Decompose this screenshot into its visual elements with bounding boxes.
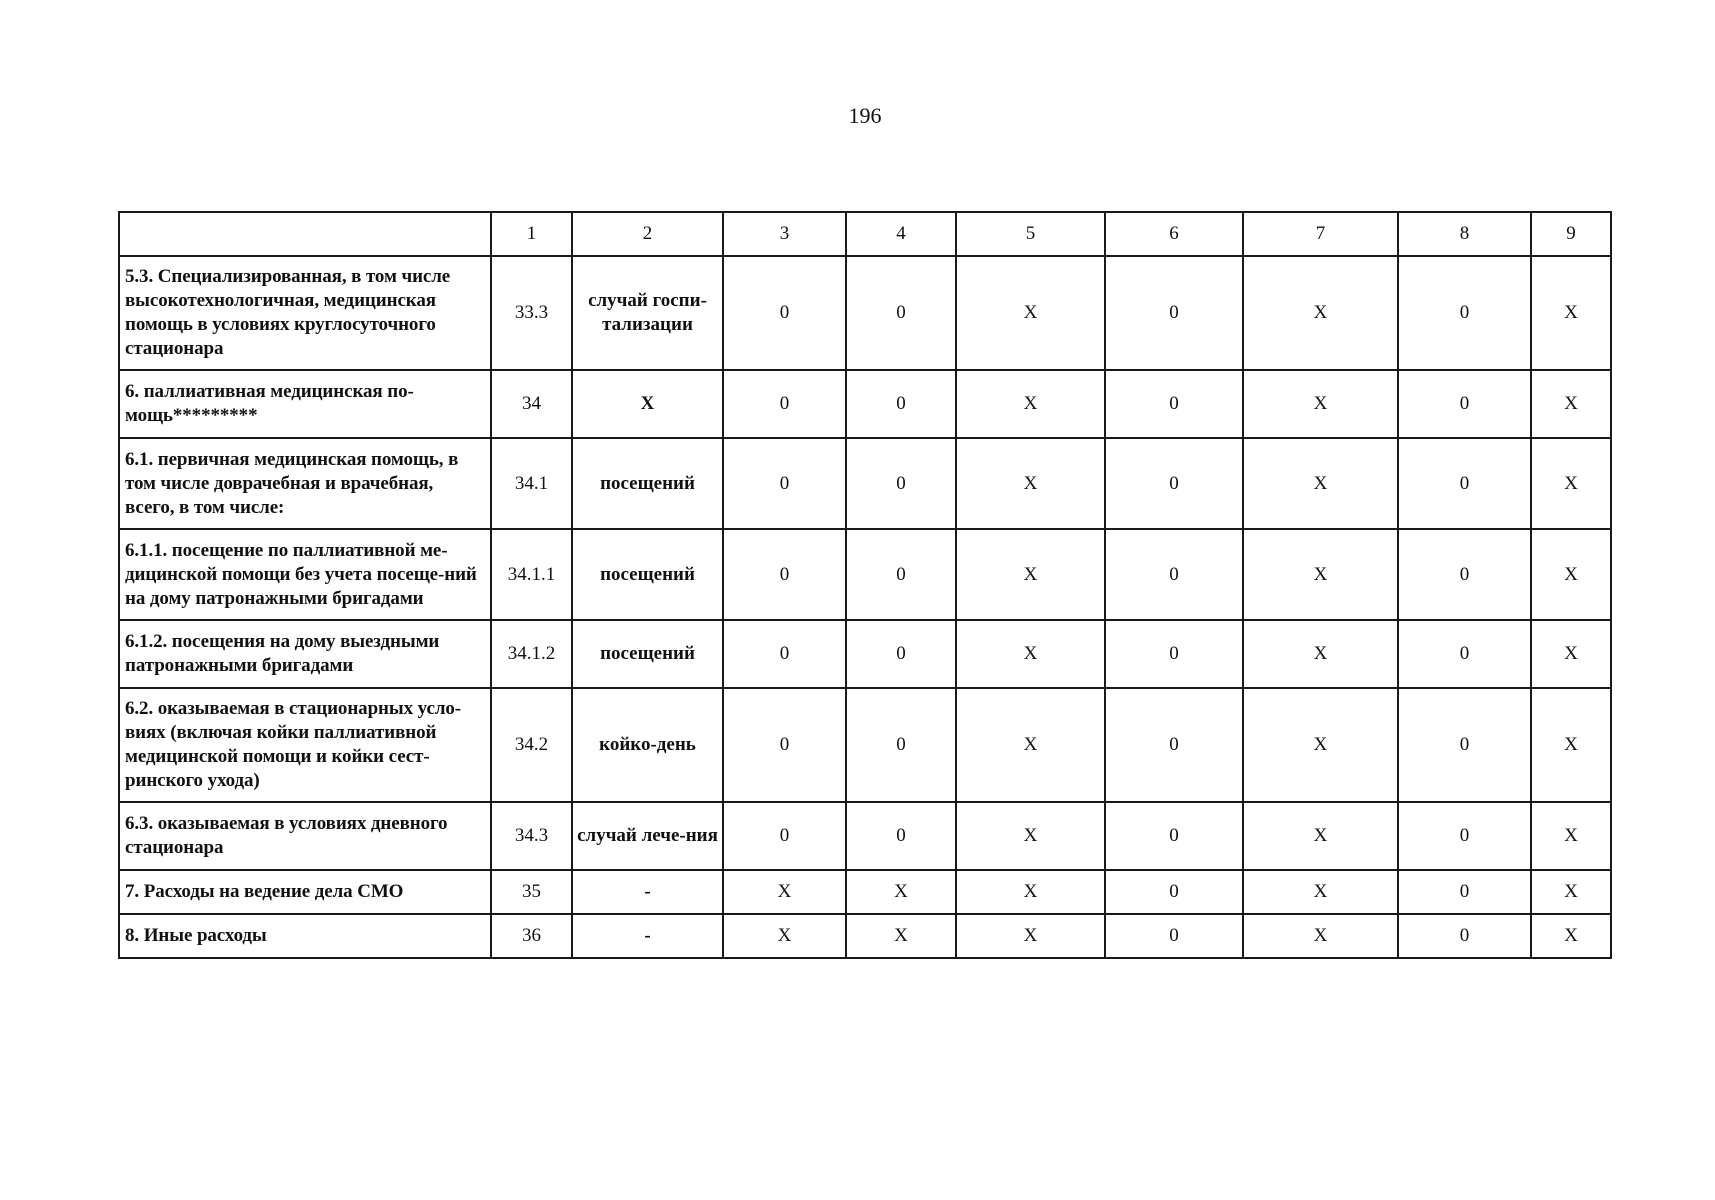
row-name-cell: 7. Расходы на ведение дела СМО (119, 870, 491, 914)
row-value-cell: 0 (723, 370, 846, 438)
row-value-cell: 0 (1398, 438, 1531, 529)
row-value-cell: X (956, 529, 1105, 620)
row-value-cell: X (1531, 256, 1611, 370)
row-unit-cell: посещений (572, 438, 723, 529)
row-value-cell: X (1531, 438, 1611, 529)
row-value-cell: 0 (846, 620, 956, 688)
row-value-cell: 0 (846, 256, 956, 370)
row-value-cell: 0 (1105, 914, 1243, 958)
row-code-cell: 34.1.2 (491, 620, 572, 688)
row-value-cell: X (1243, 870, 1398, 914)
row-value-cell: X (723, 870, 846, 914)
row-value-cell: 0 (1398, 370, 1531, 438)
table-row (119, 870, 1611, 914)
row-unit-cell: - (572, 914, 723, 958)
page-number: 196 (848, 103, 882, 128)
row-value-cell: X (1531, 802, 1611, 870)
row-value-cell: 0 (1105, 870, 1243, 914)
row-value-cell: X (1243, 914, 1398, 958)
row-value-cell: 0 (723, 802, 846, 870)
row-value-cell: X (1531, 620, 1611, 688)
row-value-cell: X (956, 438, 1105, 529)
row-value-cell: X (1243, 688, 1398, 802)
table-container (118, 211, 1610, 959)
header-cell-6: 6 (1105, 212, 1243, 256)
table-row (119, 914, 1611, 958)
row-name-cell: 8. Иные расходы (119, 914, 491, 958)
row-value-cell: X (1243, 529, 1398, 620)
header-cell-2: 2 (572, 212, 723, 256)
row-value-cell: X (723, 914, 846, 958)
row-name-cell: 6.1.1. посещение по паллиативной ме-дицинской помощи без учета посеще-ний на дому патронажными бригадами (119, 529, 491, 620)
row-value-cell: X (1243, 256, 1398, 370)
row-code-cell: 33.3 (491, 256, 572, 370)
header-cell-9: 9 (1531, 212, 1611, 256)
row-value-cell: 0 (723, 438, 846, 529)
row-code-cell: 34.1 (491, 438, 572, 529)
row-value-cell: X (1243, 802, 1398, 870)
row-unit-cell: - (572, 870, 723, 914)
row-value-cell: X (956, 870, 1105, 914)
row-value-cell: X (1243, 620, 1398, 688)
row-value-cell: 0 (1105, 256, 1243, 370)
row-value-cell: 0 (723, 620, 846, 688)
table-row (119, 802, 1611, 870)
table-row (119, 370, 1611, 438)
row-value-cell: X (1531, 914, 1611, 958)
row-value-cell: X (1243, 370, 1398, 438)
header-cell-5: 5 (956, 212, 1105, 256)
data-table (118, 211, 1612, 959)
row-name-cell: 6. паллиативная медицинская по-мощь********* (119, 370, 491, 438)
row-value-cell: 0 (1105, 529, 1243, 620)
header-cell-1: 1 (491, 212, 572, 256)
row-value-cell: 0 (723, 688, 846, 802)
row-unit-cell: койко-день (572, 688, 723, 802)
row-unit-cell: случай лече-ния (572, 802, 723, 870)
row-name-cell: 6.3. оказываемая в условиях дневного стационара (119, 802, 491, 870)
row-value-cell: X (1531, 688, 1611, 802)
row-value-cell: 0 (1105, 438, 1243, 529)
table-header-row (119, 212, 1611, 256)
row-code-cell: 34.3 (491, 802, 572, 870)
row-value-cell: 0 (723, 529, 846, 620)
row-code-cell: 34 (491, 370, 572, 438)
row-value-cell: 0 (846, 370, 956, 438)
row-value-cell: 0 (1398, 914, 1531, 958)
header-cell-3: 3 (723, 212, 846, 256)
row-value-cell: 0 (1398, 688, 1531, 802)
row-value-cell: X (846, 870, 956, 914)
row-value-cell: X (1531, 529, 1611, 620)
row-value-cell: X (956, 620, 1105, 688)
row-value-cell: X (956, 802, 1105, 870)
row-value-cell: X (956, 370, 1105, 438)
header-cell-8: 8 (1398, 212, 1531, 256)
row-value-cell: 0 (1398, 256, 1531, 370)
row-value-cell: 0 (846, 688, 956, 802)
row-value-cell: X (1531, 370, 1611, 438)
row-value-cell: 0 (1105, 688, 1243, 802)
row-value-cell: 0 (846, 438, 956, 529)
row-unit-cell: X (572, 370, 723, 438)
row-value-cell: X (846, 914, 956, 958)
row-value-cell: 0 (846, 529, 956, 620)
row-unit-cell: посещений (572, 529, 723, 620)
row-code-cell: 34.2 (491, 688, 572, 802)
table-row (119, 688, 1611, 802)
row-value-cell: 0 (1398, 620, 1531, 688)
row-value-cell: X (956, 256, 1105, 370)
row-value-cell: 0 (1105, 370, 1243, 438)
table-row (119, 438, 1611, 529)
row-value-cell: 0 (846, 802, 956, 870)
row-value-cell: 0 (1398, 529, 1531, 620)
row-unit-cell: случай госпи-тализации (572, 256, 723, 370)
row-value-cell: 0 (1398, 802, 1531, 870)
row-name-cell: 6.1.2. посещения на дому выездными патронажными бригадами (119, 620, 491, 688)
table-row (119, 256, 1611, 370)
row-value-cell: 0 (1105, 620, 1243, 688)
row-name-cell: 6.2. оказываемая в стационарных усло-виях (включая койки паллиативной медицинской помощи и койки сест-ринского ухода) (119, 688, 491, 802)
row-name-cell: 6.1. первичная медицинская помощь, в том числе доврачебная и врачебная, всего, в том числе: (119, 438, 491, 529)
row-value-cell: 0 (1398, 870, 1531, 914)
row-value-cell: X (1531, 870, 1611, 914)
row-value-cell: 0 (723, 256, 846, 370)
table-row (119, 620, 1611, 688)
header-cell-7: 7 (1243, 212, 1398, 256)
row-name-cell: 5.3. Специализированная, в том числе высокотехнологичная, медицинская помощь в условиях круглосуточного стационара (119, 256, 491, 370)
row-value-cell: X (1243, 438, 1398, 529)
row-unit-cell: посещений (572, 620, 723, 688)
table-row (119, 529, 1611, 620)
row-code-cell: 36 (491, 914, 572, 958)
row-code-cell: 35 (491, 870, 572, 914)
row-code-cell: 34.1.1 (491, 529, 572, 620)
row-value-cell: 0 (1105, 802, 1243, 870)
header-cell-4: 4 (846, 212, 956, 256)
row-value-cell: X (956, 688, 1105, 802)
row-value-cell: X (956, 914, 1105, 958)
header-cell-name (119, 212, 491, 256)
